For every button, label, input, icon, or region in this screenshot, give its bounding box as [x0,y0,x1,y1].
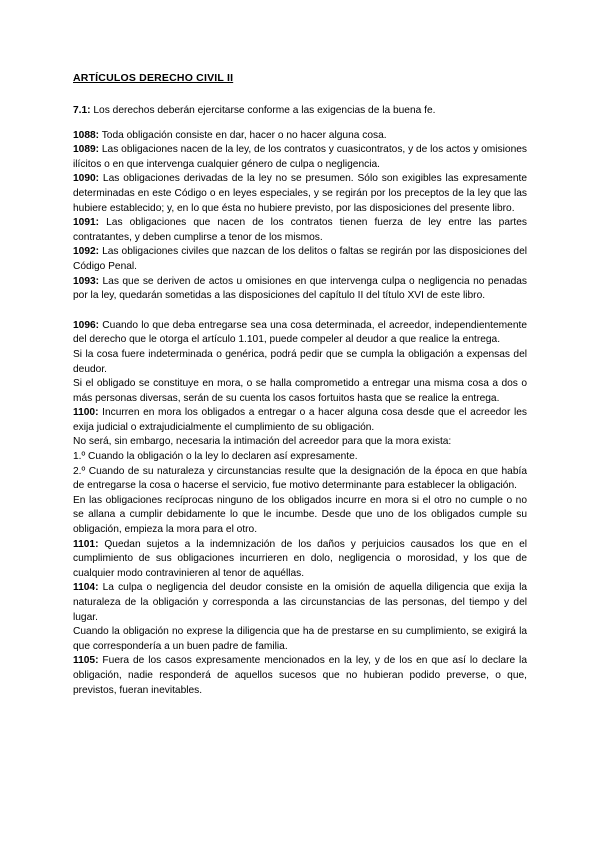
article-1096-paragraph-3 [73,377,527,406]
article-number: 1092: [73,246,100,258]
article-text: Las obligaciones que nacen de los contratos tienen fuerza de ley entre las partes contratantes, y deben cumplirse a tenor de los mismos. [73,217,527,243]
article-text: Quedan sujetos a la indemnización de los daños y perjuicios causados los que en el cumplimiento de sus obligaciones incurrieren en dolo, negligencia o morosidad, y los que de cualquier modo contravinieren al tenor de aquéllas. [73,538,527,579]
article-number: 1088: [73,129,100,141]
article-1101 [73,538,527,582]
article-number: 1093: [73,275,100,287]
article-text: 2.º Cuando de su naturaleza y circunstancias resulte que la designación de la época en que había de entregarse la cosa o hacerse el servicio, fue motivo determinante para establecer la obligación. [73,465,527,492]
article-text: Si el obligado se constituye en mora, o se halla comprometido a entregar una misma cosa a dos o más personas diversas, serán de su cuenta los casos fortuitos hasta que se realice la entrega. [73,378,527,404]
article-1100 [73,406,527,435]
article-number: 7.1: [73,105,91,116]
article-text: Incurren en mora los obligados a entregar o a hacer alguna cosa desde que el acreedor les exija judicial o extrajudicialmente el cumplimiento de su obligación. [73,407,527,433]
article-number: 1105: [73,655,99,667]
article-1090 [73,172,527,216]
article-1100-item-2 [73,465,527,494]
article-number: 1091: [73,217,100,229]
document-title: ARTÍCULOS DERECHO CIVIL II [73,72,234,84]
article-number: 1096: [73,319,100,331]
article-number: 1089: [73,144,100,156]
article-1105 [73,654,527,698]
article-1100-paragraph-2 [73,435,527,450]
spacer [73,304,527,319]
article-1100-item-1 [73,450,527,465]
article-text: Si la cosa fuere indeterminada o genérica, podrá pedir que se cumpla la obligación a expensas del deudor. [73,348,527,375]
article-text: No será, sin embargo, necesaria la intimación del acreedor para que la mora exista: [73,436,452,448]
article-text: Fuera de los casos expresamente mencionados en la ley, y de los en que así lo declare la obligación, nadie responderá de aquellos sucesos que no hubieran podido preverse, o que, previstos, fueran inevitables. [73,655,527,696]
article-number: 1090: [73,173,100,185]
article-text: 1.º Cuando la obligación o la ley lo declaren así expresamente. [73,451,358,463]
article-text: Cuando lo que deba entregarse sea una cosa determinada, el acreedor, independientemente del derecho que le otorga el artículo 1.101, puede compeler al deudor a que realice la entrega. [73,319,527,346]
article-text: Toda obligación consiste en dar, hacer o no hacer alguna cosa. [99,129,387,141]
document-body [73,71,527,698]
article-text: Cuando la obligación no exprese la diligencia que ha de prestarse en su cumplimiento, se exigirá la que correspondería a un buen padre de familia. [73,626,527,652]
article-1096-paragraph-2 [73,348,527,377]
article-number: 1104: [73,582,99,594]
article-1093 [73,275,527,304]
article-1100-paragraph-3 [73,494,527,538]
article-number: 1101: [73,538,99,550]
article-1089 [73,143,527,172]
article-1088 [73,129,527,144]
article-1096 [73,319,527,348]
spacer [73,119,527,129]
article-1092 [73,245,527,274]
article-text: La culpa o negligencia del deudor consiste en la omisión de aquella diligencia que exija la naturaleza de la obligación y corresponda a las circunstancias de las personas, del tiempo y del lugar. [73,582,527,623]
article-text: Las obligaciones civiles que nazcan de los delitos o faltas se regirán por las disposiciones del Código Penal. [73,246,527,272]
article-1104 [73,581,527,625]
article-text: Las que se deriven de actos u omisiones en que intervenga culpa o negligencia no penadas por la ley, quedarán sometidas a las disposiciones del capítulo II del título XVI de este libro. [73,275,527,302]
article-1091 [73,216,527,245]
article-text: Los derechos deberán ejercitarse conforme a las exigencias de la buena fe. [90,105,436,116]
article-text: Las obligaciones nacen de la ley, de los contratos y cuasicontratos, y de los actos y omisiones ilícitos o en que intervenga cualquier género de culpa o negligencia. [73,144,527,170]
article-7-1 [73,104,527,119]
article-number: 1100: [73,407,99,419]
article-text: Las obligaciones derivadas de la ley no se presumen. Sólo son exigibles las expresamente determinadas en este Código o en leyes especiales, y se regirán por los preceptos de la ley que las hubiere establecido; y, en lo que ésta no hubiere previsto, por las disposiciones del presente libro. [73,173,527,214]
article-1104-paragraph-2 [73,625,527,654]
article-text: En las obligaciones recíprocas ninguno de los obligados incurre en mora si el otro no cumple o no se allana a cumplir debidamente lo que le incumbe. Desde que uno de los obligados cumple su obligación, empieza la mora para el otro. [73,494,527,536]
